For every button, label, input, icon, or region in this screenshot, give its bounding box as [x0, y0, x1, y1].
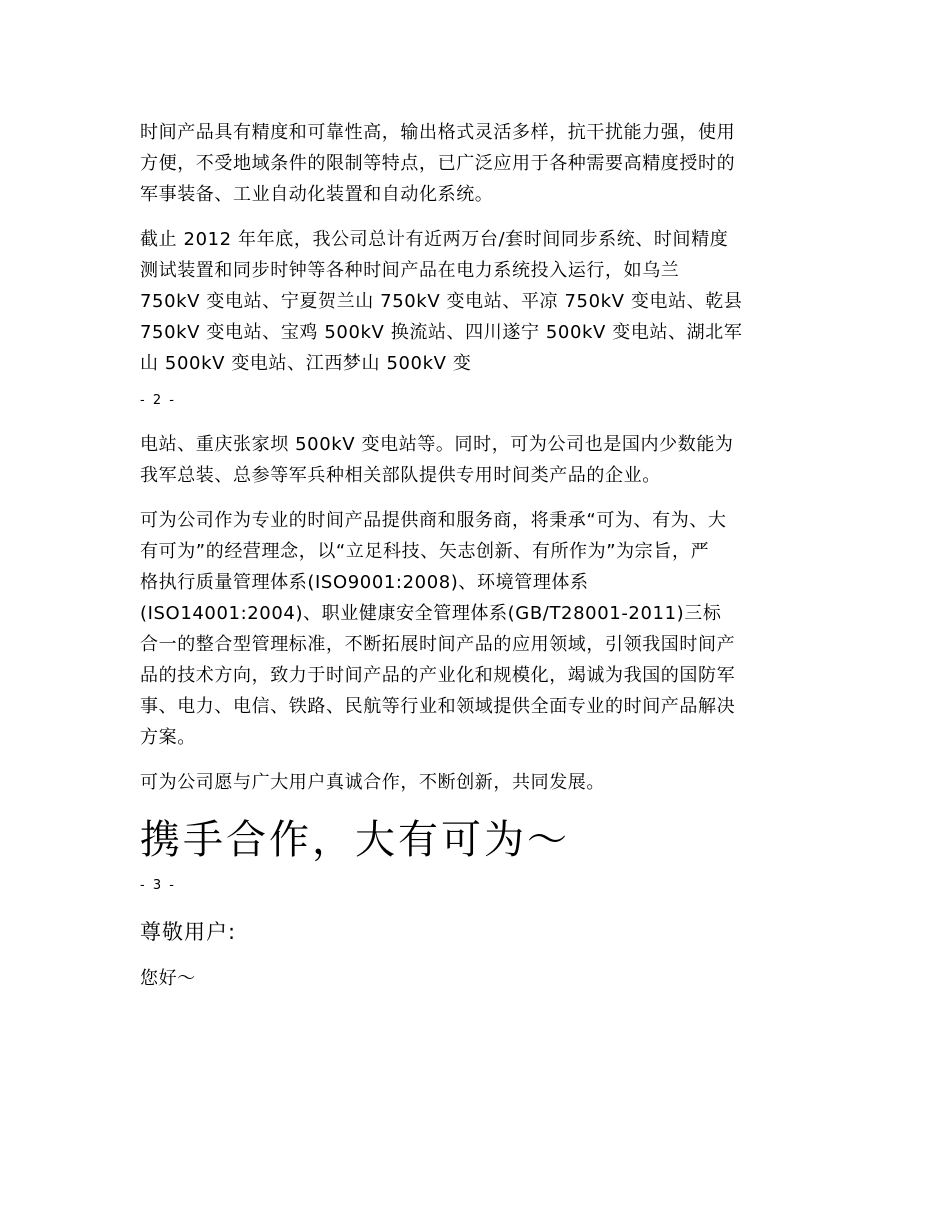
text-line: 军事装备、工业自动化装置和自动化系统。 [140, 184, 494, 205]
slogan-heading: 携手合作，大有可为～ [140, 817, 570, 863]
greeting-text: 您好～ [140, 968, 196, 989]
text-line: 有可为”的经营理念，以“立足科技、矢志创新、有所作为”为宗旨，严 [140, 541, 710, 562]
text-line: 时间产品具有精度和可靠性高，输出格式灵活多样，抗干扰能力强，使用 [140, 122, 736, 143]
text-line: 750kV 变电站、宁夏贺兰山 750kV 变电站、平凉 750kV 变电站、乾县 [140, 291, 743, 312]
text-line: 750kV 变电站、宝鸡 500kV 换流站、四川遂宁 500kV 变电站、湖北军 [140, 322, 743, 343]
text-line: 截止 2012 年年底，我公司总计有近两万台/套时间同步系统、时间精度 [140, 229, 729, 250]
text-line: 电站、重庆张家坝 500kV 变电站等。同时，可为公司也是国内少数能为 [140, 434, 734, 455]
paragraph-deployment-continued [140, 429, 815, 491]
document-page [140, 117, 815, 994]
text-line: 可为公司作为专业的时间产品提供商和服务商，将秉承“可为、有为、大 [140, 510, 727, 531]
salutation-heading: 尊敬用户: [140, 920, 237, 944]
text-line: 可为公司愿与广大用户真诚合作，不断创新，共同发展。 [140, 772, 605, 793]
text-line: 事、电力、电信、铁路、民航等行业和领域提供全面专业的时间产品解决 [140, 696, 736, 717]
paragraph-cooperation [140, 767, 815, 798]
text-line: 方案。 [140, 727, 196, 748]
text-line: (ISO14001:2004)、职业健康安全管理体系(GB/T28001-2011)三标 [140, 603, 722, 624]
text-line: 格执行质量管理体系(ISO9001:2008)、环境管理体系 [140, 572, 589, 593]
text-line: 我军总装、总参等军兵种相关部队提供专用时间类产品的企业。 [140, 465, 661, 486]
page-number: - 2 - [140, 393, 176, 408]
text-line: 合一的整合型管理标准，不断拓展时间产品的应用领域，引领我国时间产 [140, 634, 736, 655]
paragraph-deployment-record [140, 224, 815, 379]
text-line: 测试装置和同步时钟等各种时间产品在电力系统投入运行，如乌兰 [140, 260, 680, 281]
text-line: 山 500kV 变电站、江西梦山 500kV 变 [140, 353, 472, 374]
paragraph-product-features [140, 117, 815, 210]
page-number: - 3 - [140, 878, 176, 893]
text-line: 方便，不受地域条件的限制等特点，已广泛应用于各种需要高精度授时的 [140, 153, 736, 174]
paragraph-company-philosophy [140, 505, 815, 753]
text-line: 品的技术方向，致力于时间产品的产业化和规模化，竭诚为我国的国防军 [140, 665, 736, 686]
